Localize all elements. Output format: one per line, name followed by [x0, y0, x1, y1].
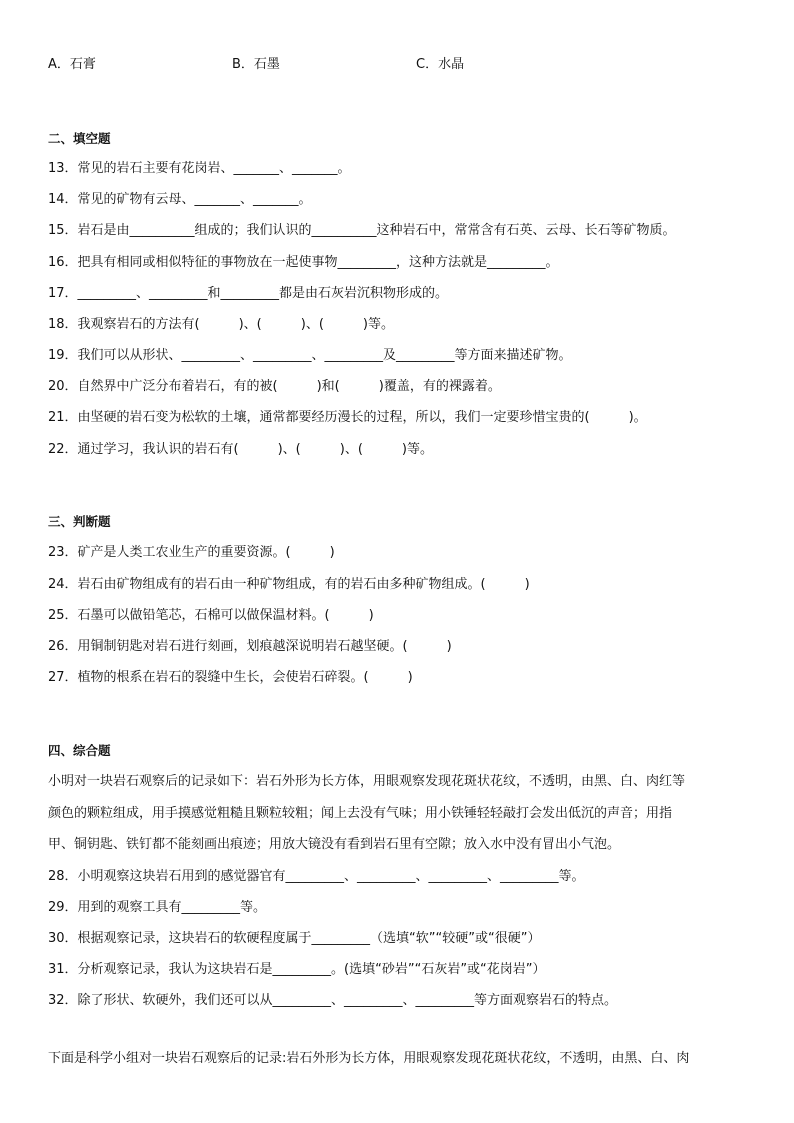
- question-16: 16．把具有相同或相似特征的事物放在一起使事物_________，这种方法就是_________。: [48, 255, 559, 270]
- passage-line-3: 甲、铜钥匙、铁钉都不能刻画出痕迹；用放大镜没有看到岩石里有空隙；放入水中没有冒出小气泡。: [48, 837, 621, 852]
- question-17: 17．_________、_________和_________都是由石灰岩沉积物形成的。: [48, 286, 449, 301]
- question-31: 31．分析观察记录，我认为这块岩石是_________。(选填“砂岩”“石灰岩”或“花岗岩”）: [48, 962, 546, 977]
- choice-options: [48, 56, 748, 74]
- section-title-judge: 三、判断题: [48, 514, 111, 529]
- option-a: A．石膏: [48, 57, 96, 72]
- passage-next-intro: 下面是科学小组对一块岩石观察后的记录:岩石外形为长方体，用眼观察发现花斑状花纹，不透明，由黑、白、肉: [48, 1051, 690, 1066]
- passage-line-2: 颜色的颗粒组成，用手摸感觉粗糙且颗粒较粗；闻上去没有气味；用小铁锤轻轻敲打会发出低沉的声音；用指: [48, 806, 673, 821]
- question-18: 18．我观察岩石的方法有( )、( )、( )等。: [48, 317, 394, 332]
- option-c: C．水晶: [416, 57, 465, 72]
- question-32: 32．除了形状、软硬外，我们还可以从_________、_________、_________等方面观察岩石的特点。: [48, 993, 618, 1008]
- question-19: 19．我们可以从形状、_________、_________、_________及_________等方面来描述矿物。: [48, 348, 572, 363]
- question-14: 14．常见的矿物有云母、_______、_______。: [48, 192, 312, 207]
- question-23: 23．矿产是人类工农业生产的重要资源。( ): [48, 545, 335, 560]
- question-24: 24．岩石由矿物组成有的岩石由一种矿物组成，有的岩石由多种矿物组成。( ): [48, 577, 530, 592]
- section-title-fill: 二、填空题: [48, 131, 111, 146]
- passage-line-1: 小明对一块岩石观察后的记录如下：岩石外形为长方体，用眼观察发现花斑状花纹，不透明，由黑、白、肉红等: [48, 774, 686, 789]
- question-26: 26．用铜制钥匙对岩石进行刻画，划痕越深说明岩石越坚硬。( ): [48, 639, 452, 654]
- question-20: 20．自然界中广泛分布着岩石，有的被( )和( )覆盖，有的裸露着。: [48, 379, 501, 394]
- question-13: 13．常见的岩石主要有花岗岩、_______、_______。: [48, 161, 351, 176]
- question-15: 15．岩石是由__________组成的；我们认识的__________这种岩石中，常常含有石英、云母、长石等矿物质。: [48, 223, 676, 238]
- question-21: 21．由坚硬的岩石变为松软的土壤，通常都要经历漫长的过程，所以，我们一定要珍惜宝贵的( )。: [48, 410, 647, 425]
- option-b: B．石墨: [232, 57, 280, 72]
- question-30: 30．根据观察记录，这块岩石的软硬程度属于_________（选填“软”“较硬”或“很硬”）: [48, 931, 541, 946]
- question-22: 22．通过学习，我认识的岩石有( )、( )、( )等。: [48, 442, 433, 457]
- question-25: 25．石墨可以做铅笔芯，石棉可以做保温材料。( ): [48, 608, 374, 623]
- section-title-comprehensive: 四、综合题: [48, 743, 111, 758]
- question-27: 27．植物的根系在岩石的裂缝中生长，会使岩石碎裂。( ): [48, 670, 413, 685]
- question-29: 29．用到的观察工具有_________等。: [48, 900, 267, 915]
- question-28: 28．小明观察这块岩石用到的感觉器官有_________、_________、_________、_________等。: [48, 869, 585, 884]
